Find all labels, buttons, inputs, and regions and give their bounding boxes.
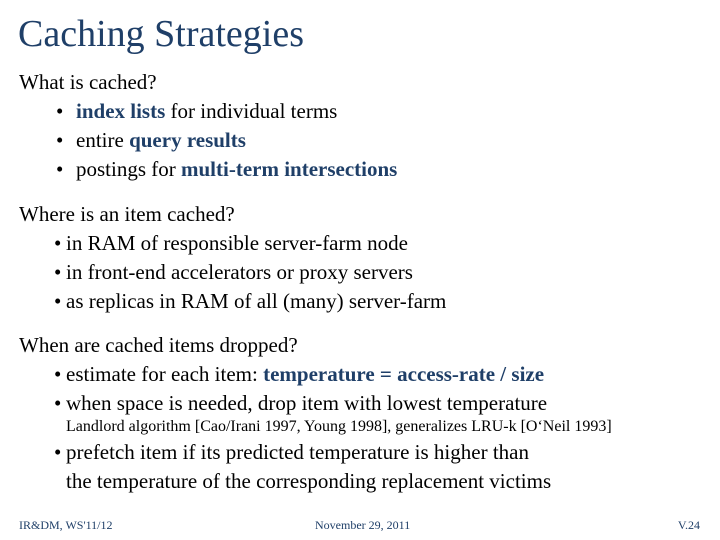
bullet-item: • prefetch item if its predicted temperature is higher than <box>19 438 612 467</box>
footer-date: November 29, 2011 <box>315 518 411 532</box>
section-when-dropped <box>19 331 612 496</box>
footer-page-number: V.24 <box>677 518 700 532</box>
bullet-item: • in front-end accelerators or proxy servers <box>19 258 446 287</box>
section-what-cached <box>19 68 397 184</box>
bullet-dot: • <box>56 99 64 123</box>
bullet-dot: • <box>56 128 64 152</box>
citation-note: Landlord algorithm [Cao/Irani 1997, Young 1998], generalizes LRU-k [O‘Neil 1993] <box>66 418 612 435</box>
section-question: When are cached items dropped? <box>19 333 298 357</box>
section-question: Where is an item cached? <box>19 202 235 226</box>
bullet-item: • entire query results <box>19 126 397 155</box>
bullet-item: • index lists for individual terms <box>19 97 397 126</box>
bullet-dot: • <box>54 289 62 313</box>
bullet-dot: • <box>54 391 62 415</box>
slide-title: Caching Strategies <box>18 13 304 55</box>
bullet-item: • estimate for each item: temperature = access-rate / size <box>19 360 612 389</box>
bullet-dot: • <box>54 440 62 464</box>
section-question: What is cached? <box>19 70 157 94</box>
bullet-dot: • <box>54 231 62 255</box>
bullet-item: • postings for multi-term intersections <box>19 155 397 184</box>
bullet-item: • in RAM of responsible server-farm node <box>19 229 446 258</box>
bullet-item: • when space is needed, drop item with lowest temperature <box>19 389 612 418</box>
bullet-dot: • <box>56 157 64 181</box>
bullet-item: • as replicas in RAM of all (many) server-farm <box>19 287 446 316</box>
bullet-continuation: the temperature of the corresponding replacement victims <box>66 469 552 493</box>
footer-course: IR&DM, WS'11/12 <box>19 518 113 532</box>
bullet-dot: • <box>54 362 62 386</box>
section-where-cached <box>19 200 446 316</box>
bullet-dot: • <box>54 260 62 284</box>
